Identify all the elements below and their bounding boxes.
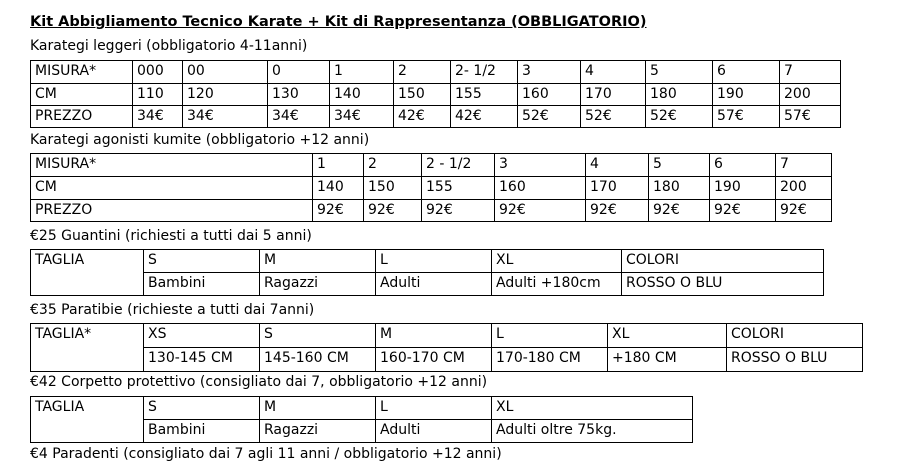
table-cell: 7 (776, 154, 832, 177)
table-row (31, 348, 863, 372)
table-row (31, 154, 832, 177)
table-cell: 4 (581, 61, 646, 84)
table-cell: XL (608, 324, 727, 348)
table-cell: L (492, 324, 608, 348)
table-cell: 120 (183, 84, 268, 106)
table-cell: 150 (394, 84, 451, 106)
table-cell: XL (492, 250, 622, 273)
table-cell: 57€ (780, 106, 841, 128)
table-cell: 92€ (776, 200, 832, 222)
table-cell: 52€ (581, 106, 646, 128)
table-cell: 4 (586, 154, 649, 177)
table-cell: XS (144, 324, 260, 348)
table-row (31, 420, 693, 443)
table-cell: Ragazzi (260, 420, 376, 443)
table-cell: ROSSO O BLU (622, 273, 824, 296)
karategi-leggeri-table (30, 60, 841, 128)
table-row (31, 324, 863, 348)
table-cell: Bambini (144, 273, 260, 296)
table-cell: MISURA* (31, 154, 313, 177)
table-row (31, 273, 824, 296)
table-cell: PREZZO (31, 200, 313, 222)
karategi-leggeri-heading: Karategi leggeri (obbligatorio 4-11anni) (30, 38, 308, 54)
table-cell: CM (31, 177, 313, 200)
table-cell: Adulti oltre 75kg. (492, 420, 693, 443)
table-cell: 92€ (364, 200, 422, 222)
table-row (31, 61, 841, 84)
table-row (31, 106, 841, 128)
table-cell: 180 (649, 177, 710, 200)
table-cell: 2 (394, 61, 451, 84)
table-cell: 6 (710, 154, 776, 177)
table-cell: 92€ (422, 200, 495, 222)
table-cell: L (376, 397, 492, 420)
karategi-agonisti-heading: Karategi agonisti kumite (obbligatorio +12 anni) (30, 132, 370, 148)
table-cell: 155 (451, 84, 518, 106)
table-row (31, 200, 832, 222)
table-cell: 000 (133, 61, 183, 84)
table-cell: TAGLIA* (31, 324, 144, 348)
table-cell: 92€ (313, 200, 364, 222)
table-cell (31, 420, 144, 443)
table-cell: 92€ (495, 200, 586, 222)
table-cell: 140 (313, 177, 364, 200)
table-cell: ROSSO O BLU (727, 348, 863, 372)
table-cell: 1 (313, 154, 364, 177)
table-cell: 92€ (649, 200, 710, 222)
table-cell: Ragazzi (260, 273, 376, 296)
table-cell: 92€ (586, 200, 649, 222)
table-cell: PREZZO (31, 106, 133, 128)
table-cell: M (260, 250, 376, 273)
table-cell: 130 (268, 84, 330, 106)
table-cell: 170 (581, 84, 646, 106)
table-cell (31, 348, 144, 372)
corpetto-heading: €42 Corpetto protettivo (consigliato dai 7, obbligatorio +12 anni) (30, 374, 488, 390)
table-cell: S (144, 397, 260, 420)
table-cell: 42€ (451, 106, 518, 128)
table-cell: Bambini (144, 420, 260, 443)
table-cell: 2 - 1/2 (422, 154, 495, 177)
table-cell: M (376, 324, 492, 348)
table-cell: 1 (330, 61, 394, 84)
table-cell: 180 (646, 84, 713, 106)
table-cell: 52€ (518, 106, 581, 128)
table-cell: XL (492, 397, 693, 420)
table-row (31, 84, 841, 106)
paradenti-heading: €4 Paradenti (consigliato dai 7 agli 11 anni / obbligatorio +12 anni) (30, 446, 502, 462)
table-cell: COLORI (622, 250, 824, 273)
table-cell: 160-170 CM (376, 348, 492, 372)
table-cell: 0 (268, 61, 330, 84)
table-cell: Adulti (376, 273, 492, 296)
table-cell: 145-160 CM (260, 348, 376, 372)
table-cell: 160 (518, 84, 581, 106)
table-cell: 130-145 CM (144, 348, 260, 372)
table-cell: 52€ (646, 106, 713, 128)
table-cell: 6 (713, 61, 780, 84)
table-cell: 34€ (330, 106, 394, 128)
page-title: Kit Abbigliamento Tecnico Karate + Kit di Rappresentanza (OBBLIGATORIO) (30, 14, 647, 30)
table-cell (31, 273, 144, 296)
table-cell: 3 (495, 154, 586, 177)
table-cell: 3 (518, 61, 581, 84)
table-cell: 34€ (133, 106, 183, 128)
table-cell: MISURA* (31, 61, 133, 84)
table-cell: +180 CM (608, 348, 727, 372)
table-cell: 42€ (394, 106, 451, 128)
table-row (31, 397, 693, 420)
table-cell: 190 (713, 84, 780, 106)
paratibie-heading: €35 Paratibie (richieste a tutti dai 7anni) (30, 302, 315, 318)
table-cell: 150 (364, 177, 422, 200)
table-cell: 00 (183, 61, 268, 84)
table-cell: 7 (780, 61, 841, 84)
table-cell: 2- 1/2 (451, 61, 518, 84)
table-cell: 57€ (713, 106, 780, 128)
table-cell: TAGLIA (31, 250, 144, 273)
table-cell: 34€ (183, 106, 268, 128)
table-cell: COLORI (727, 324, 863, 348)
table-cell: 160 (495, 177, 586, 200)
table-cell: TAGLIA (31, 397, 144, 420)
table-cell: 200 (780, 84, 841, 106)
table-cell: 190 (710, 177, 776, 200)
table-cell: 155 (422, 177, 495, 200)
table-cell: 5 (646, 61, 713, 84)
table-cell: CM (31, 84, 133, 106)
table-cell: 200 (776, 177, 832, 200)
table-cell: L (376, 250, 492, 273)
table-cell: S (144, 250, 260, 273)
table-cell: 2 (364, 154, 422, 177)
table-cell: 110 (133, 84, 183, 106)
table-row (31, 250, 824, 273)
table-cell: Adulti (376, 420, 492, 443)
table-cell: 34€ (268, 106, 330, 128)
table-cell: M (260, 397, 376, 420)
table-cell: 170 (586, 177, 649, 200)
table-cell: 170-180 CM (492, 348, 608, 372)
table-cell: 140 (330, 84, 394, 106)
guantini-table (30, 249, 824, 296)
table-row (31, 177, 832, 200)
table-cell: Adulti +180cm (492, 273, 622, 296)
table-cell: 5 (649, 154, 710, 177)
paratibie-table (30, 323, 863, 372)
corpetto-table (30, 396, 693, 443)
karategi-agonisti-table (30, 153, 832, 222)
table-cell: S (260, 324, 376, 348)
table-cell: 92€ (710, 200, 776, 222)
guantini-heading: €25 Guantini (richiesti a tutti dai 5 anni) (30, 228, 312, 244)
